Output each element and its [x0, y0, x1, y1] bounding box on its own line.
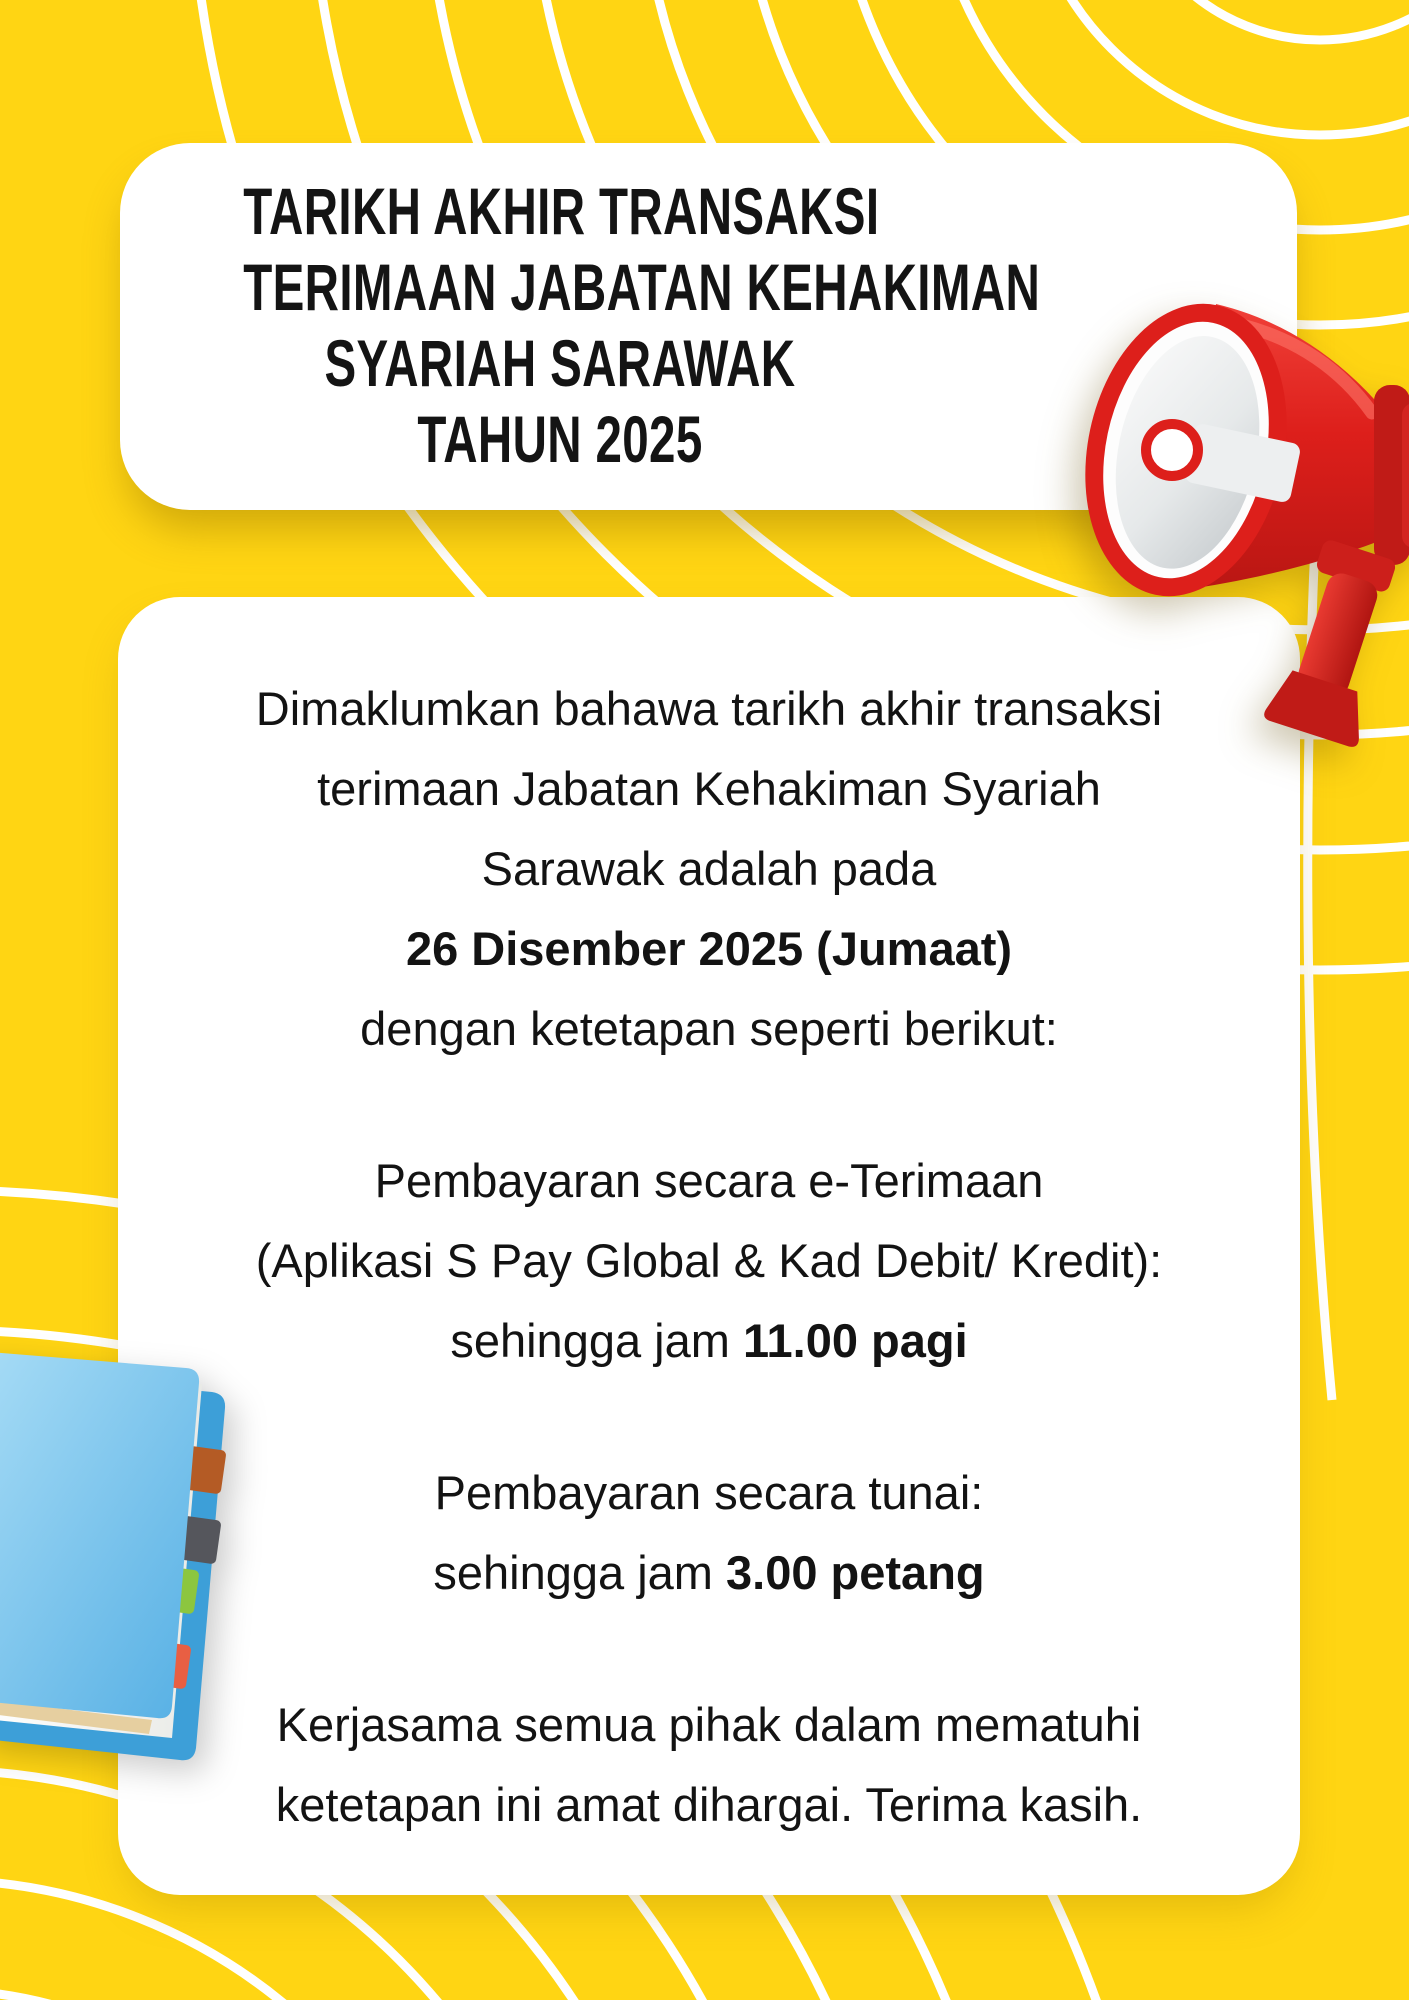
- title-line-2: TERIMAAN JABATAN KEHAKIMAN: [243, 250, 1041, 324]
- book-illustration: [0, 1330, 270, 1780]
- eterimaan-deadline-time: 11.00 pagi: [742, 1314, 968, 1367]
- poster-title: [120, 173, 1041, 477]
- eterimaan-deadline-prefix: sehingga jam: [450, 1314, 743, 1367]
- intro-line-1: Dimaklumkan bahawa tarikh akhir transaksi: [255, 682, 1163, 735]
- megaphone-illustration: [950, 235, 1409, 815]
- megaphone-hub: [1146, 424, 1198, 476]
- deadline-date: 26 Disember 2025 (Jumaat): [405, 922, 1013, 975]
- title-line-4: TAHUN 2025: [417, 402, 703, 476]
- eterimaan-line-2: (Aplikasi S Pay Global & Kad Debit/ Kredit):: [255, 1234, 1163, 1287]
- eterimaan-paragraph: [118, 1141, 1300, 1381]
- tunai-line-1: Pembayaran secara tunai:: [434, 1466, 984, 1519]
- tunai-deadline-time: 3.00 petang: [726, 1546, 985, 1599]
- title-line-1: TARIKH AKHIR TRANSAKSI: [243, 174, 880, 248]
- closing-line-1: Kerjasama semua pihak dalam mematuhi: [276, 1698, 1142, 1751]
- intro-line-5: dengan ketetapan seperti berikut:: [360, 1002, 1058, 1055]
- tunai-paragraph: [118, 1453, 1300, 1613]
- book-front-cover: [0, 1351, 199, 1718]
- eterimaan-line-1: Pembayaran secara e-Terimaan: [374, 1154, 1044, 1207]
- closing-line-2: ketetapan ini amat dihargai. Terima kasih.: [275, 1778, 1143, 1831]
- tunai-deadline: [118, 1533, 1300, 1613]
- title-line-3: SYARIAH SARAWAK: [324, 326, 796, 400]
- eterimaan-deadline: [118, 1301, 1300, 1381]
- tunai-deadline-prefix: sehingga jam: [433, 1546, 727, 1599]
- intro-line-2: terimaan Jabatan Kehakiman Syariah: [317, 762, 1101, 815]
- intro-line-3: Sarawak adalah pada: [481, 842, 937, 895]
- megaphone-rear-cap: [1402, 403, 1409, 548]
- announcement-text: [118, 669, 1300, 1845]
- closing-paragraph: [118, 1685, 1300, 1845]
